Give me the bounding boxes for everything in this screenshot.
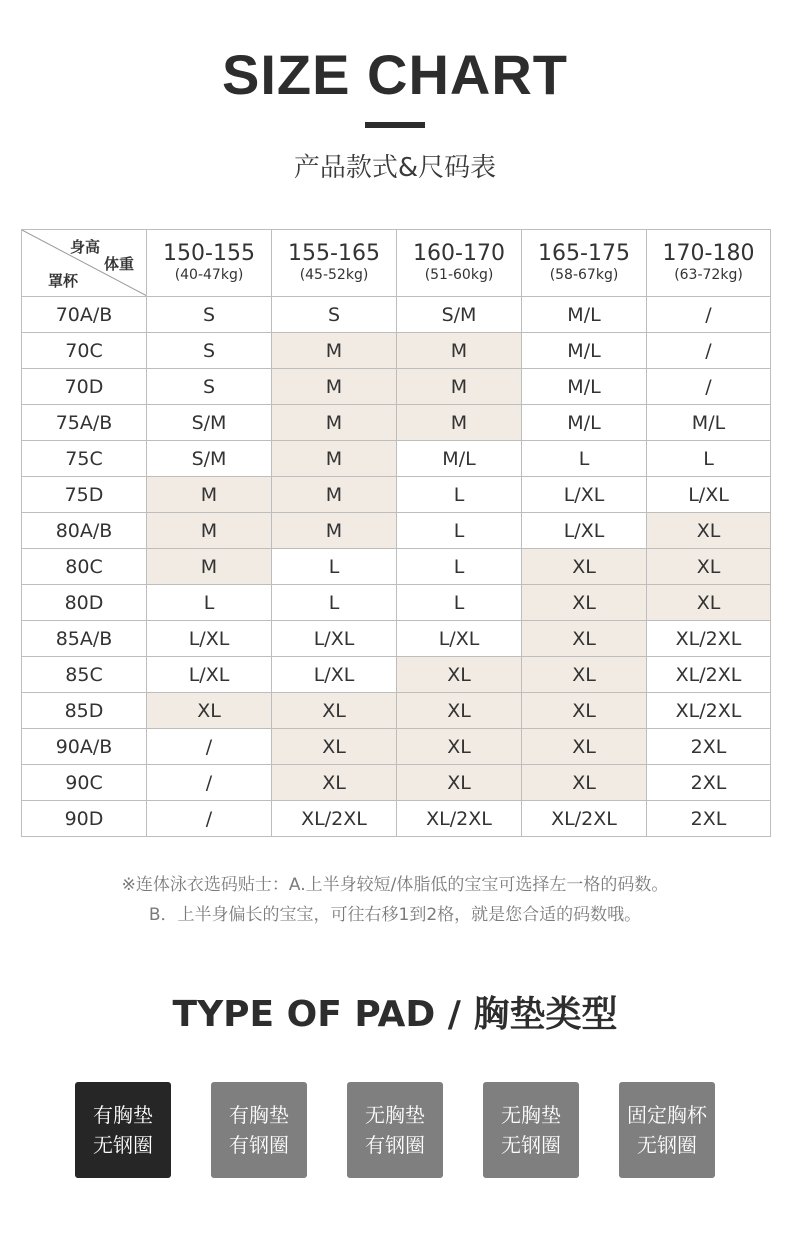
pad-option-label-2: 无钢圈 xyxy=(501,1133,561,1157)
cup-size-cell: 90D xyxy=(22,801,147,837)
pad-option-label-2: 无钢圈 xyxy=(93,1133,153,1157)
size-cell: XL xyxy=(522,549,647,585)
size-cell: XL xyxy=(272,729,397,765)
height-label: 身高 xyxy=(70,238,101,256)
pad-section-title: TYPE OF PAD / 胸垫类型 xyxy=(172,994,618,1035)
size-cell: / xyxy=(147,765,272,801)
size-cell: / xyxy=(147,801,272,837)
table-row xyxy=(22,765,771,801)
size-cell: S/M xyxy=(147,441,272,477)
size-cell: XL xyxy=(522,693,647,729)
size-chart-table xyxy=(21,229,771,837)
pad-option-label-1: 有胸垫 xyxy=(93,1103,153,1127)
column-header xyxy=(522,230,647,297)
size-cell: S xyxy=(147,369,272,405)
size-cell: M/L xyxy=(522,405,647,441)
size-cell: XL xyxy=(272,693,397,729)
pad-option-4[interactable] xyxy=(483,1082,579,1178)
size-cell: / xyxy=(647,297,771,333)
size-cell: M/L xyxy=(522,369,647,405)
size-cell: XL/2XL xyxy=(647,657,771,693)
size-cell: L xyxy=(397,585,522,621)
size-cell: XL/2XL xyxy=(522,801,647,837)
size-cell: XL xyxy=(147,693,272,729)
table-row xyxy=(22,297,771,333)
page-title: SIZE CHART xyxy=(222,43,568,106)
size-cell: L xyxy=(272,549,397,585)
size-cell: XL xyxy=(522,765,647,801)
table-row xyxy=(22,549,771,585)
column-weight: (40-47kg) xyxy=(174,267,244,283)
cup-size-cell: 85C xyxy=(22,657,147,693)
size-cell: S xyxy=(272,297,397,333)
pad-option-label-2: 有钢圈 xyxy=(229,1133,289,1157)
size-cell: L/XL xyxy=(522,477,647,513)
size-cell: M/L xyxy=(647,405,771,441)
size-cell: L/XL xyxy=(272,657,397,693)
size-cell: M xyxy=(272,441,397,477)
column-header xyxy=(397,230,522,297)
size-cell: XL xyxy=(522,621,647,657)
size-cell: / xyxy=(647,333,771,369)
size-cell: XL xyxy=(397,693,522,729)
size-cell: S/M xyxy=(147,405,272,441)
size-cell: M xyxy=(272,333,397,369)
size-cell: XL xyxy=(647,585,771,621)
size-cell: 2XL xyxy=(647,765,771,801)
size-cell: M xyxy=(147,549,272,585)
size-cell: L/XL xyxy=(647,477,771,513)
column-weight: (51-60kg) xyxy=(424,267,494,283)
size-cell: L xyxy=(522,441,647,477)
pad-option-label-1: 有胸垫 xyxy=(229,1103,289,1127)
cup-size-cell: 85A/B xyxy=(22,621,147,657)
size-cell: M xyxy=(272,513,397,549)
size-cell: S xyxy=(147,297,272,333)
size-cell: L xyxy=(397,549,522,585)
size-cell: XL xyxy=(522,657,647,693)
size-cell: 2XL xyxy=(647,801,771,837)
table-row xyxy=(22,405,771,441)
column-header xyxy=(272,230,397,297)
size-cell: XL xyxy=(397,657,522,693)
cup-size-cell: 70C xyxy=(22,333,147,369)
cup-size-cell: 85D xyxy=(22,693,147,729)
size-cell: XL/2XL xyxy=(647,621,771,657)
column-header xyxy=(147,230,272,297)
size-cell: L xyxy=(397,513,522,549)
corner-header-cell xyxy=(22,230,147,297)
size-cell: L/XL xyxy=(397,621,522,657)
size-cell: / xyxy=(147,729,272,765)
cup-size-cell: 80C xyxy=(22,549,147,585)
pad-option-1[interactable] xyxy=(75,1082,171,1178)
column-height: 165-175 xyxy=(538,241,630,266)
size-cell: S xyxy=(147,333,272,369)
cup-size-cell: 80D xyxy=(22,585,147,621)
size-cell: M xyxy=(272,477,397,513)
table-header-row xyxy=(22,230,771,297)
table-row xyxy=(22,693,771,729)
table-row xyxy=(22,477,771,513)
column-weight: (45-52kg) xyxy=(299,267,369,283)
size-cell: M xyxy=(397,405,522,441)
size-cell: M xyxy=(147,477,272,513)
size-cell: L/XL xyxy=(272,621,397,657)
table-row xyxy=(22,441,771,477)
column-weight: (58-67kg) xyxy=(549,267,619,283)
size-cell: XL xyxy=(397,729,522,765)
cup-label: 罩杯 xyxy=(48,272,79,290)
column-height: 155-165 xyxy=(288,241,380,266)
size-cell: XL xyxy=(272,765,397,801)
size-cell: L xyxy=(272,585,397,621)
size-cell: M xyxy=(397,369,522,405)
size-cell: M/L xyxy=(522,297,647,333)
page-subtitle: 产品款式&尺码表 xyxy=(293,153,497,183)
size-cell: M xyxy=(272,405,397,441)
pad-option-3[interactable] xyxy=(347,1082,443,1178)
table-row xyxy=(22,333,771,369)
table-body xyxy=(22,297,771,837)
cup-size-cell: 75D xyxy=(22,477,147,513)
size-cell: XL xyxy=(522,729,647,765)
cup-size-cell: 90A/B xyxy=(22,729,147,765)
size-cell: L/XL xyxy=(147,621,272,657)
size-cell: M xyxy=(147,513,272,549)
table-row xyxy=(22,621,771,657)
cup-size-cell: 70D xyxy=(22,369,147,405)
size-cell: L xyxy=(647,441,771,477)
pad-option-label-1: 无胸垫 xyxy=(501,1103,561,1127)
size-cell: XL xyxy=(647,513,771,549)
weight-label: 体重 xyxy=(104,255,135,273)
table-row xyxy=(22,729,771,765)
size-cell: XL/2XL xyxy=(272,801,397,837)
column-weight: (63-72kg) xyxy=(674,267,743,283)
cup-size-cell: 70A/B xyxy=(22,297,147,333)
size-cell: XL xyxy=(397,765,522,801)
cup-size-cell: 75C xyxy=(22,441,147,477)
size-cell: L/XL xyxy=(147,657,272,693)
size-cell: / xyxy=(647,369,771,405)
size-cell: L xyxy=(397,477,522,513)
size-cell: M/L xyxy=(522,333,647,369)
column-header xyxy=(647,230,771,297)
size-cell: XL/2XL xyxy=(647,693,771,729)
table-row xyxy=(22,513,771,549)
table-row xyxy=(22,585,771,621)
size-cell: L/XL xyxy=(522,513,647,549)
pad-option-5[interactable] xyxy=(619,1082,715,1178)
size-tip-line-2: B．上半身偏长的宝宝，可往右移1到2格，就是您合适的码数哦。 xyxy=(148,905,642,925)
cup-size-cell: 75A/B xyxy=(22,405,147,441)
column-height: 160-170 xyxy=(413,241,505,266)
pad-option-label-2: 无钢圈 xyxy=(637,1133,697,1157)
size-cell: 2XL xyxy=(647,729,771,765)
size-cell: XL xyxy=(522,585,647,621)
size-cell: L xyxy=(147,585,272,621)
size-cell: XL xyxy=(647,549,771,585)
size-cell: M xyxy=(397,333,522,369)
cup-size-cell: 90C xyxy=(22,765,147,801)
column-height: 170-180 xyxy=(662,241,755,266)
title-underline xyxy=(365,122,425,128)
size-cell: XL/2XL xyxy=(397,801,522,837)
size-cell: M xyxy=(272,369,397,405)
table-row xyxy=(22,657,771,693)
table-row xyxy=(22,801,771,837)
pad-option-label-1: 无胸垫 xyxy=(365,1103,425,1127)
pad-option-label-1: 固定胸杯 xyxy=(627,1103,707,1127)
size-cell: S/M xyxy=(397,297,522,333)
cup-size-cell: 80A/B xyxy=(22,513,147,549)
size-tip-line-1: ※连体泳衣选码贴士：A.上半身较短/体脂低的宝宝可选择左一格的码数。 xyxy=(121,875,669,895)
column-height: 150-155 xyxy=(163,241,255,266)
size-cell: M/L xyxy=(397,441,522,477)
pad-option-2[interactable] xyxy=(211,1082,307,1178)
pad-option-label-2: 有钢圈 xyxy=(365,1133,425,1157)
table-row xyxy=(22,369,771,405)
